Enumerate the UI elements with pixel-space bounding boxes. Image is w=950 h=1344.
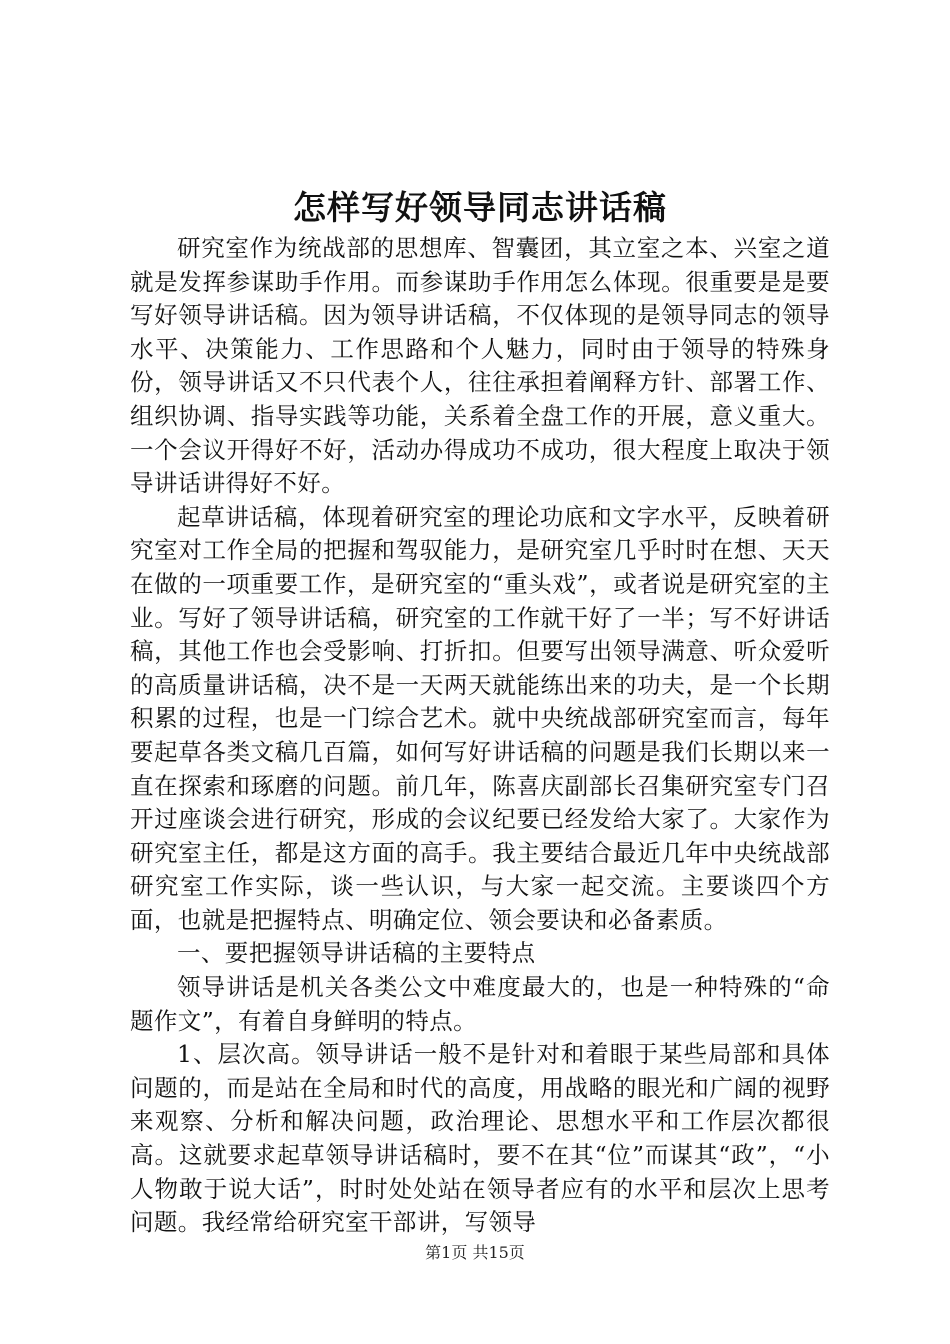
document-page bbox=[130, 0, 830, 1344]
section-heading-1: 一、要把握领导讲话稿的主要特点 bbox=[177, 939, 536, 968]
document-body bbox=[130, 232, 830, 1240]
paragraph-feature-1: 1、层次高。领导讲话一般不是针对和着眼于某些局部和具体问题的，而是站在全局和时代的高度，用战略的眼光和广阔的视野来观察、分析和解决问题，政治理论、思想水平和工作层次都很高。这就要求起草领导讲话稿时，要不在其“位”而谋其“政”，“小人物敢于说大话”，时时处处站在领导者应有的水平和层次上思考问题。我经常给研究室干部讲，写领导 bbox=[130, 1040, 830, 1237]
paragraph-features-intro: 领导讲话是机关各类公文中难度最大的，也是一种特殊的“命题作文”，有着自身鲜明的特点。 bbox=[130, 973, 830, 1035]
document-title: 怎样写好领导同志讲话稿 bbox=[293, 188, 667, 227]
paragraph-intro: 研究室作为统战部的思想库、智囊团，其立室之本、兴室之道就是发挥参谋助手作用。而参谋助手作用怎么体现。很重要是是要写好领导讲话稿。因为领导讲话稿，不仅体现的是领导同志的领导水平、决策能力、工作思路和个人魅力，同时由于领导的特殊身份，领导讲话又不只代表个人，往往承担着阐释方针、部署工作、组织协调、指导实践等功能，关系着全盘工作的开展，意义重大。一个会议开得好不好，活动办得成功不成功，很大程度上取决于领导讲话讲得好不好。 bbox=[130, 234, 830, 498]
page-footer: 第1页 共15页 bbox=[425, 1243, 525, 1262]
paragraph-drafting: 起草讲话稿，体现着研究室的理论功底和文字水平，反映着研究室对工作全局的把握和驾驭能力，是研究室几乎时时在想、天天在做的一项重要工作，是研究室的“重头戏”，或者说是研究室的主业。写好了领导讲话稿，研究室的工作就干好了一半；写不好讲话稿，其他工作也会受影响、打折扣。但要写出领导满意、听众爱听的高质量讲话稿，决不是一天两天就能练出来的功夫，是一个长期积累的过程，也是一门综合艺术。就中央统战部研究室而言，每年要起草各类文稿几百篇，如何写好讲话稿的问题是我们长期以来一直在探索和琢磨的问题。前几年，陈喜庆副部长召集研究室专门召开过座谈会进行研究，形成的会议纪要已经发给大家了。大家作为研究室主任，都是这方面的高手。我主要结合最近几年中央统战部研究室工作实际，谈一些认识，与大家一起交流。主要谈四个方面，也就是把握特点、明确定位、领会要诀和必备素质。 bbox=[130, 502, 830, 934]
